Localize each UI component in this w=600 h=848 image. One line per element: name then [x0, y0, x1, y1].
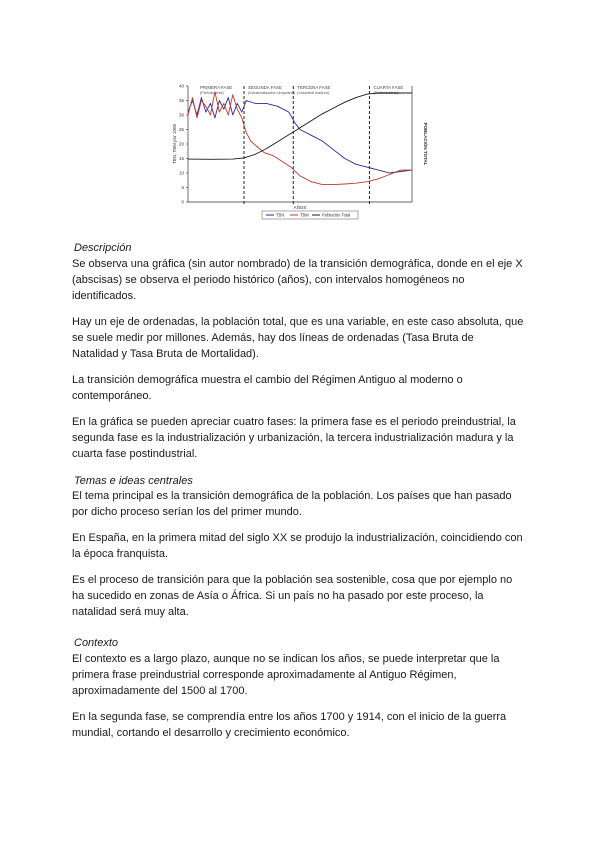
legend-label: TBM — [300, 212, 309, 218]
total-population-line — [188, 93, 412, 159]
text-line: aproximadamente del 1500 al 1700. — [72, 685, 248, 697]
paragraph — [72, 256, 532, 304]
y-tick-label: 5 — [181, 185, 184, 191]
text-line: primera frase preindustrial corresponde aproximadamente al Antiguo Régimen, — [72, 669, 457, 681]
y-tick-label: 20 — [178, 141, 184, 147]
phase-label: CUARTA FASE — [373, 85, 404, 90]
paragraph — [72, 314, 532, 362]
paragraph — [72, 709, 532, 741]
text-line: por dicho proceso serían los del primer mundo. — [72, 506, 302, 518]
phase-label: SEGUNDA FASE — [248, 85, 282, 90]
text-line: En la gráfica se pueden apreciar cuatro fases: la primera fase es el periodo preindustrial, la — [72, 416, 516, 428]
text-line: Se observa una gráfica (sin autor nombrado) de la transición demográfica, donde en el eje X — [72, 258, 523, 270]
text-line: se suele medir por millones. Además, hay dos líneas de ordenadas (Tasa Bruta de — [72, 332, 474, 344]
y-tick-label: 35 — [178, 98, 184, 104]
paragraph — [72, 414, 532, 462]
text-line: La transición demográfica muestra el cambio del Régimen Antiguo al moderno o — [72, 374, 463, 386]
y-tick-label: 30 — [178, 112, 184, 118]
section-heading-temas: Temas e ideas centrales — [74, 475, 193, 487]
demographic-transition-chart — [170, 80, 442, 222]
text-line: natalidad será muy alta. — [72, 606, 189, 618]
paragraph — [72, 651, 532, 699]
phase-label: PRIMERA FASE — [200, 85, 233, 90]
text-line: En España, en la primera mitad del siglo XX se produjo la industrialización, coincidiendo con — [72, 532, 523, 544]
y-tick-label: 15 — [178, 156, 184, 162]
text-line: Hay un eje de ordenadas, la población total, que es una variable, en este caso absoluta, que — [72, 316, 524, 328]
phase-label: TERCERA FASE — [297, 85, 331, 90]
tbn-line — [188, 98, 412, 173]
text-line: ha sucedido en zonas de Asía o África. Si un país no ha pasado por este proceso, la — [72, 590, 484, 602]
paragraph — [72, 488, 532, 520]
paragraph — [72, 572, 532, 620]
y-tick-label: 40 — [178, 83, 184, 89]
text-line: El tema principal es la transición demográfica de la población. Los países que han pasado — [72, 490, 512, 502]
y-tick-label: 0 — [181, 199, 184, 205]
text-line: la época franquista. — [72, 548, 169, 560]
x-axis-label: AÑOS — [293, 205, 307, 210]
y-axis-label: TBN, TBM por 1000 — [172, 124, 177, 164]
section-heading-contexto: Contexto — [74, 637, 119, 649]
text-line: (abscisas) se observa el periodo histórico (años), con intervalos homogéneos no — [72, 274, 465, 286]
text-line: Natalidad y Tasa Bruta de Mortalidad). — [72, 348, 259, 360]
paragraph — [72, 372, 532, 404]
legend-label: Población Total — [322, 212, 351, 218]
phase-sublabel: (Preindustrial) — [200, 91, 224, 95]
text-line: segunda fase es la industrialización y urbanización, la tercera industrialización madura y la — [72, 432, 514, 444]
phase-sublabel: (Industrialización temprana) — [248, 91, 295, 95]
text-line: Es el proceso de transición para que la población sea sostenible, cosa que por ejemplo no — [72, 574, 513, 586]
section-heading-descripcion: Descripción — [74, 242, 132, 254]
phase-sublabel: (Postindustrial) — [373, 91, 399, 95]
paragraph — [72, 530, 532, 562]
text-line: contemporáneo. — [72, 390, 152, 402]
y-tick-label: 10 — [178, 170, 184, 176]
text-line: cuarta fase postindustrial. — [72, 448, 198, 460]
text-line: En la segunda fase, se comprendía entre los años 1700 y 1914, con el inicio de la guerra — [72, 711, 507, 723]
phase-sublabel: (Industrial madura) — [297, 91, 330, 95]
text-line: mundial, cortando el desarrollo y crecimiento económico. — [72, 727, 350, 739]
y-tick-label: 25 — [178, 127, 184, 133]
text-line: identificados. — [72, 290, 137, 302]
legend-label: TBN — [276, 212, 285, 218]
text-line: El contexto es a largo plazo, aunque no se indican los años, se puede interpretar que la — [72, 653, 500, 665]
right-axis-label: POBLACIÓN TOTAL — [423, 122, 428, 166]
